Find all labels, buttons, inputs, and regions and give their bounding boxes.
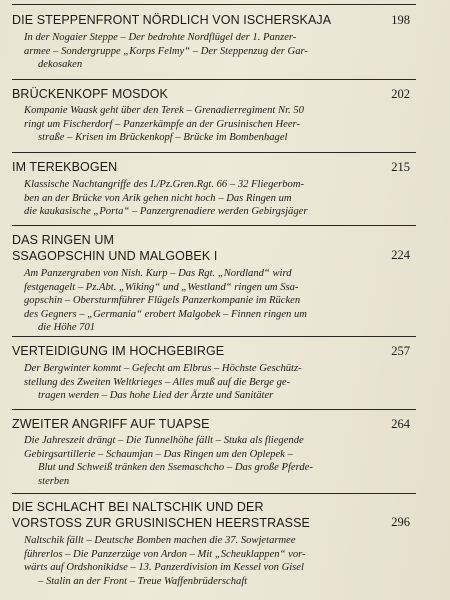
- chapter-summary: Naltschik fällt – Deutsche Bomben machen die 37. Sowjetarmee führerlos – Die Panzerzüge von Ardon – Mit „Scheuklappen“ vor- wärts auf Ordshonikidse – 13. Panzerdivision im Kessel von Gisel – Stalin an der Front – Treue Waffenbrüderschaft: [24, 535, 306, 587]
- chapter-title: BRÜCKENKOPF MOSDOK: [12, 87, 168, 101]
- chapter-title: DIE SCHLACHT BEI NALTSCHIK UND DER: [12, 500, 264, 514]
- chapter-title: VERTEIDIGUNG IM HOCHGEBIRGE: [12, 344, 225, 358]
- page-number: 215: [391, 160, 410, 174]
- page-number: 257: [391, 344, 410, 358]
- chapter-title: DAS RINGEN UM: [12, 233, 115, 247]
- chapter-title-line-2: SSAGOPSCHIN UND MALGOBEK I: [12, 249, 218, 263]
- divider-rule: [12, 493, 416, 494]
- chapter-summary: Klassische Nachtangriffe des I./Pz.Gren.Rgt. 66 – 32 Fliegerbom- ben an der Brücke von Arik gehen nicht hoch – Das Ringen um die kaukasische „Porta“ – Panzergrenadiere werden Gebirgsjäger: [24, 179, 308, 218]
- chapter-title: IM TEREKBOGEN: [12, 160, 118, 174]
- chapter-summary: Die Jahreszeit drängt – Die Tunnelhöhe fällt – Stuka als fliegende Gebirgsartillerie – Schaumjan – Das Ringen um den Oplepek – Blut und Schweiß tränken den Ssemaschcho – Das große Pferde- sterben: [24, 435, 313, 487]
- page-number: 224: [391, 248, 410, 262]
- chapter-summary: Der Bergwinter kommt – Gefecht am Elbrus – Höchste Geschütz- stellung des Zweiten Weltkrieges – Alles muß auf die Berge ge- tragen werden – Das hohe Lied der Ärzte und Sanitäter: [24, 363, 302, 402]
- page-number: 198: [391, 13, 410, 27]
- chapter-title: DIE STEPPENFRONT NÖRDLICH VON ISCHERSKAJA: [12, 13, 332, 27]
- divider-rule: [12, 4, 416, 5]
- chapter-title: ZWEITER ANGRIFF AUF TUAPSE: [12, 417, 210, 431]
- chapter-summary: In der Nogaier Steppe – Der bedrohte Nordflügel der 1. Panzer- armee – Sondergruppe „Korps Felmy“ – Der Steppenzug der Gar- dekosaken: [24, 32, 308, 71]
- divider-rule: [12, 152, 416, 153]
- page-number: 296: [391, 515, 410, 529]
- divider-rule: [12, 79, 416, 80]
- chapter-summary: Kompanie Waask geht über den Terek – Grenadierregiment Nr. 50 ringt um Fischerdorf – Panzerkämpfe an der Grusinischen Heer- straße – Krisen im Brückenkopf – Brücke im Bombenhagel: [24, 105, 304, 144]
- chapter-title-line-2: VORSTOSS ZUR GRUSINISCHEN HEERSTRASSE: [12, 516, 310, 530]
- divider-rule: [12, 336, 416, 337]
- page-number: 264: [391, 417, 410, 431]
- page-number: 202: [391, 87, 410, 101]
- divider-rule: [12, 225, 416, 226]
- chapter-summary: Am Panzergraben von Nish. Kurp – Das Rgt. „Nordland“ wird festgenagelt – Pz.Abt. „Wiking“ und „Westland“ ringen um Ssa- gopschin – Obersturmführer Flügels Panzerkompanie im Rücken des Gegners – „Germania“ erobert Malgobek – Finnen ringen um die Höhe 701: [24, 268, 307, 334]
- divider-rule: [12, 409, 416, 410]
